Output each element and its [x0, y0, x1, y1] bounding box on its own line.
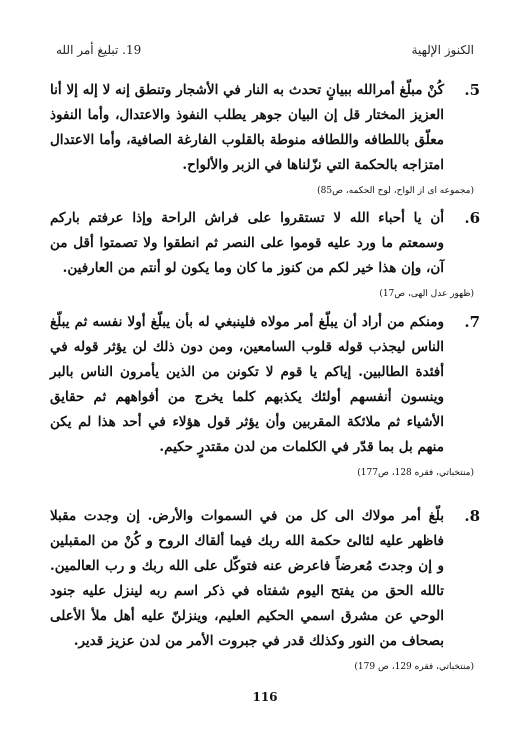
page-header	[56, 40, 474, 60]
entry-source: (منتخباتي، فقره 128، ص177)	[357, 468, 474, 478]
entry-number: 8.	[464, 507, 480, 525]
entry-8	[50, 504, 480, 672]
entry-6	[50, 206, 480, 299]
entry-text: بلّغ أمر مولاك الى كل من في السموات والأرض. إن وجدت مقبلا فاظهر عليه لئالئ حكمة الله ربك فيما ألقاك الروح و كُنْ من المقبلين و إن وجدتَ مُعرضاً فاعرض عنه فتوكّل على الله ربك و رب العالمين. تالله الحق من يفتح اليوم شفتاه في ذكر اسم ربه لينزل عليه جنود الوحي عن مشرق اسمي الحكيم العليم، وينزلنّ عليه أهل ملأ الأعلى بصحاف من النور وكذلك قدر في جبروت الأمر من لدن عزيز قدير.	[50, 508, 444, 649]
entry-text: أن يا أحباء الله لا تستقروا على فراش الراحة وإذا عرفتم باركم وسمعتم ما ورد عليه قوموا على النصر ثم انطقوا ولا تصمتوا أقل من آن، وإن هذا خير لكم من كنوز ما كان وما يكون لو أنتم من العارفين.	[50, 210, 444, 276]
section-title: 19. تبليغ أمر الله	[56, 43, 142, 57]
entry-5	[50, 78, 480, 196]
entry-text: كُنْ مبلّغ أمرالله ببيانٍ تحدث به النار في الأشجار وتنطق إنه لا إله إلا أنا العزيز المختار قل إن البيان جوهر يطلب النفوذ والاعتدال، وأما النفوذ معلّق باللطافه واللطافه منوطة بالقلوب الفارغة الصافية، وأما الاعتدال امتزاجه بالحكمة التي نزّلناها في الزبر والألواح.	[50, 82, 444, 173]
entry-number: 5.	[464, 81, 480, 99]
book-title: الكنوز الإلهية	[411, 43, 474, 57]
entry-source: (مجموعه ای از الواح، لوح الحكمه، ص85)	[317, 186, 474, 196]
entry-7	[50, 310, 480, 478]
entry-source: (ظهور عدل الهى، ص17)	[379, 289, 474, 299]
entry-number: 7.	[464, 313, 480, 331]
page-number: 116	[252, 690, 278, 704]
entry-number: 6.	[464, 209, 480, 227]
entry-source: (منتخباتي، فقره 129، ص 179)	[354, 662, 474, 672]
entry-text: ومنكم من أراد أن يبلّغ أمر مولاه فلينبغي له بأن يبلّغ أولا نفسه ثم يبلّغ الناس ليجذب قوله قلوب السامعين، ومن دون ذلك لن يؤثر قوله في أفئدة الطالبين. إياكم يا قوم لا تكونن من الذين يأمرون الناس بالبر وينسون أنفسهم أولئك يكذبهم كلما يخرج من أفواههم ثم حقايق الأشياء ثم ملائكة المقربين وأن يؤثر قول هؤلاء في أحد هذا لم يكن منهم بل بما قدّر في الكلمات من لدن مقتدرٍ حكيم.	[50, 314, 444, 455]
